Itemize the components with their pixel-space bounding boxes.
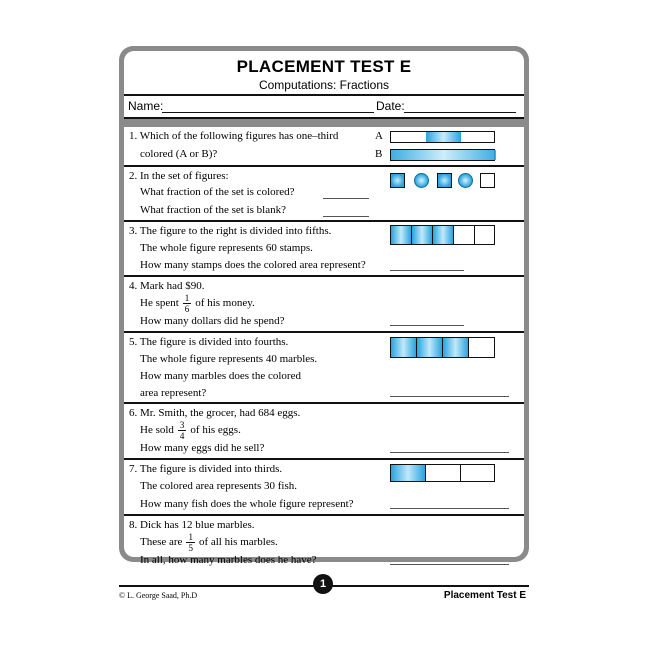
name-field[interactable] <box>162 112 374 113</box>
questions <box>124 127 524 572</box>
question-text <box>140 293 255 314</box>
page-subtitle: Computations: Fractions <box>258 78 390 92</box>
fifth-colored <box>390 225 412 245</box>
question-4 <box>124 277 524 333</box>
question-text: 8. Dick has 12 blue marbles. <box>129 519 255 531</box>
fifth-colored <box>411 225 433 245</box>
figure-a <box>390 131 495 143</box>
question-3 <box>124 222 524 277</box>
third-colored <box>390 464 426 482</box>
fraction <box>183 293 192 314</box>
question-2 <box>124 167 524 222</box>
question-6 <box>124 404 524 460</box>
fraction-numerator: 1 <box>184 293 190 303</box>
fraction-numerator: 3 <box>179 420 185 430</box>
footer-title: Placement Test E <box>443 590 526 601</box>
option-b-label: B <box>375 148 383 160</box>
square-colored <box>437 173 452 188</box>
test-sheet <box>124 51 524 566</box>
question-text: 6. Mr. Smith, the grocer, had 684 eggs. <box>129 407 301 419</box>
question-text: The whole figure represents 60 stamps. <box>140 242 313 254</box>
question-text: He spent <box>140 297 179 310</box>
square-blank <box>480 173 495 188</box>
question-text: What fraction of the set is colored? <box>140 186 295 198</box>
fraction-denominator: 4 <box>179 431 185 441</box>
question-text: 2. In the set of figures: <box>129 170 229 182</box>
question-text <box>140 532 278 553</box>
date-field[interactable] <box>404 112 516 113</box>
answer-line[interactable] <box>390 452 509 453</box>
date-label: Date: <box>376 99 405 113</box>
third-blank <box>460 464 495 482</box>
question-text: colored (A or B)? <box>140 148 218 160</box>
name-label: Name: <box>128 99 164 113</box>
circle-colored <box>458 173 473 188</box>
answer-line[interactable] <box>390 325 464 326</box>
circle-colored <box>414 173 429 188</box>
question-text: of all his marbles. <box>198 536 278 549</box>
question-text <box>140 420 241 441</box>
divider-gap <box>124 119 524 127</box>
answer-line[interactable] <box>323 198 369 199</box>
fraction-denominator: 6 <box>184 304 190 314</box>
answer-line[interactable] <box>390 508 509 509</box>
question-text: 5. The figure is divided into fourths. <box>129 336 289 348</box>
option-a-label: A <box>375 130 383 142</box>
question-text: of his money. <box>195 297 255 310</box>
answer-line[interactable] <box>390 270 464 271</box>
question-text: 3. The figure to the right is divided into fifths. <box>129 225 332 237</box>
question-text: area represent? <box>140 387 207 399</box>
question-5 <box>124 333 524 404</box>
question-text: He sold <box>140 424 174 437</box>
answer-line[interactable] <box>390 396 509 397</box>
question-text: The colored area represents 30 fish. <box>140 480 297 492</box>
question-text: 7. The figure is divided into thirds. <box>129 463 283 475</box>
answer-line[interactable] <box>390 564 509 565</box>
fifth-colored <box>432 225 454 245</box>
answer-line[interactable] <box>323 216 369 217</box>
question-text: How many marbles does the colored <box>140 370 301 382</box>
fourth-blank <box>468 337 495 358</box>
fourth-colored <box>390 337 417 358</box>
question-7 <box>124 460 524 516</box>
figure-b <box>390 149 495 161</box>
fraction-denominator: 5 <box>188 543 193 553</box>
fourth-colored <box>442 337 469 358</box>
fifth-blank <box>474 225 495 245</box>
question-text: How many eggs did he sell? <box>140 442 265 454</box>
question-text: How many stamps does the colored area represent? <box>140 259 366 271</box>
question-text: of his eggs. <box>190 424 241 437</box>
figure-a-colored <box>426 132 461 142</box>
fifth-blank <box>453 225 475 245</box>
fraction-numerator: 1 <box>188 532 193 542</box>
question-text: The whole figure represents 40 marbles. <box>140 353 318 365</box>
fraction <box>178 420 187 441</box>
question-text: How many fish does the whole figure represent? <box>140 498 354 510</box>
fraction <box>186 532 195 553</box>
square-colored <box>390 173 405 188</box>
question-text: In all, how many marbles does he have? <box>140 554 317 566</box>
header <box>124 51 524 96</box>
page-number: 1 <box>313 574 333 594</box>
question-text: What fraction of the set is blank? <box>140 204 287 216</box>
fourth-colored <box>416 337 443 358</box>
page-title: PLACEMENT TEST E <box>236 57 412 76</box>
question-text: 4. Mark had $90. <box>129 280 205 292</box>
question-8 <box>124 516 524 572</box>
name-date-bar <box>124 96 524 119</box>
question-text: 1. Which of the following figures has one–third <box>129 130 339 142</box>
figure-b-colored <box>391 150 496 160</box>
question-text: How many dollars did he spend? <box>140 315 285 327</box>
third-blank <box>425 464 461 482</box>
copyright: © L. George Saad, Ph.D <box>119 591 198 600</box>
question-1 <box>124 127 524 167</box>
question-text: These are <box>140 536 183 549</box>
